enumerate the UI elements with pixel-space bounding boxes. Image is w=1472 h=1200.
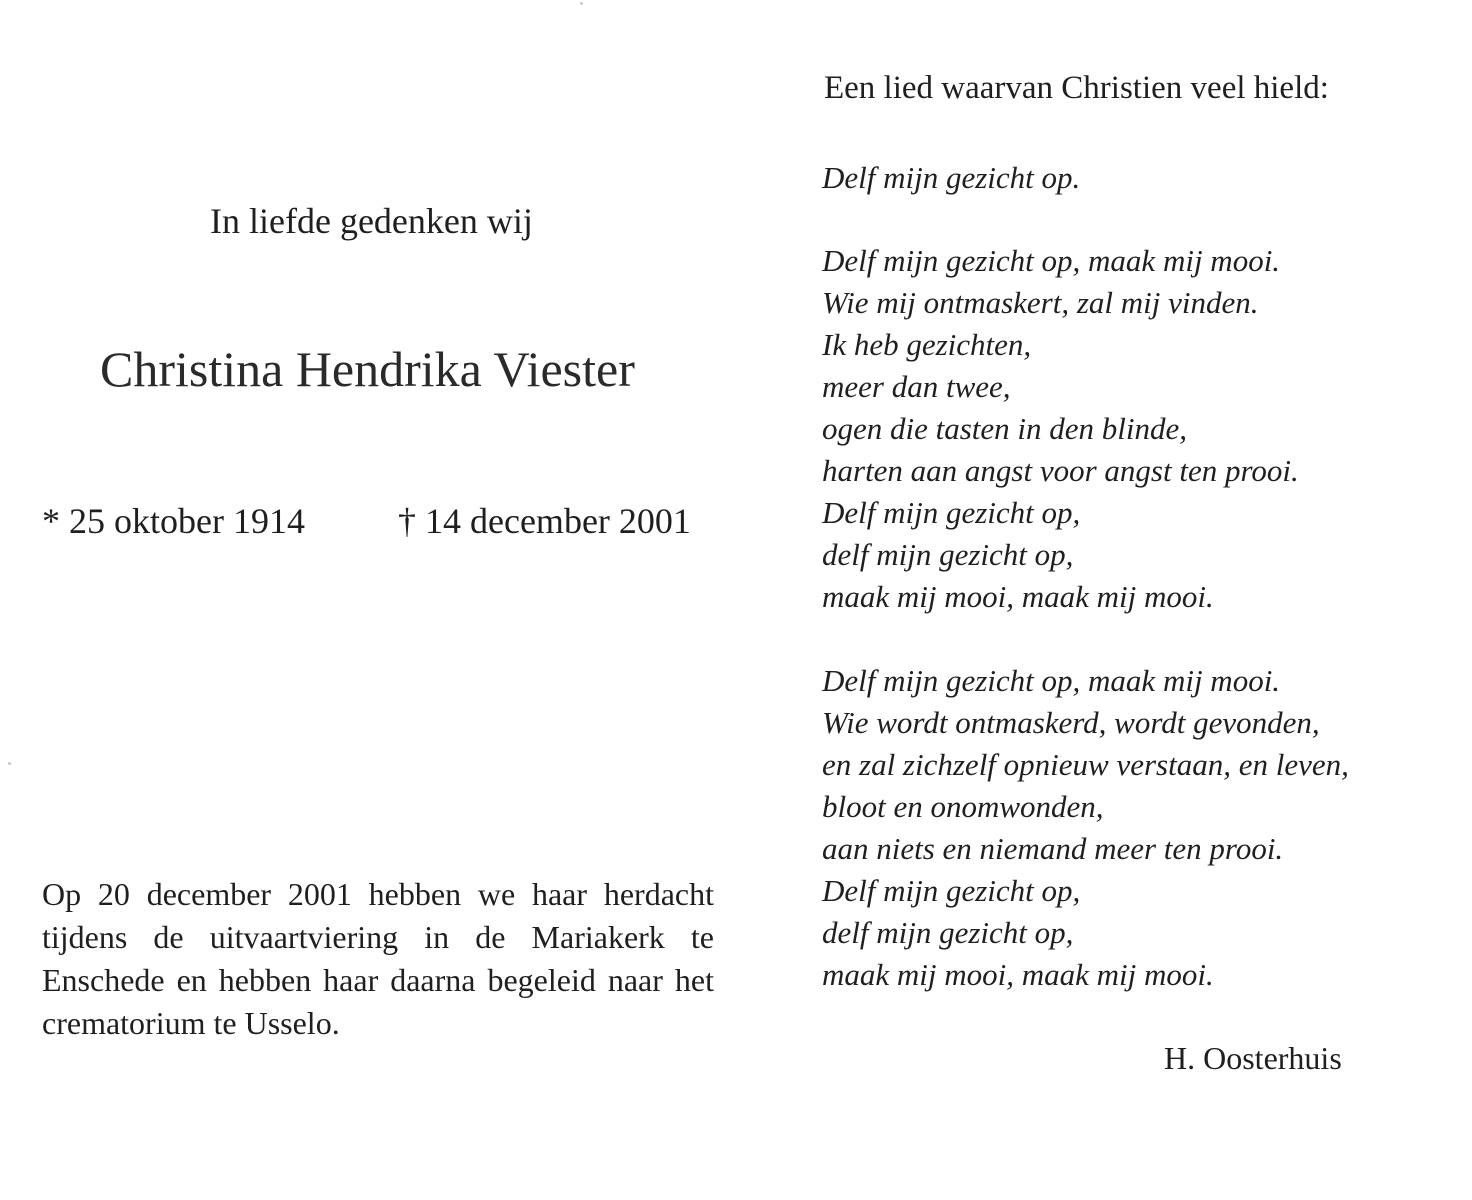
scan-speck bbox=[580, 2, 583, 5]
poem-line: ogen die tasten in den blinde, bbox=[822, 411, 1188, 446]
stanza-1 bbox=[822, 240, 1299, 618]
poem-line: Ik heb gezichten, bbox=[822, 327, 1032, 362]
paragraph-line: crematorium te Usselo. bbox=[42, 1005, 340, 1041]
poem-line: Delf mijn gezicht op, bbox=[822, 873, 1081, 908]
poem-line: delf mijn gezicht op, bbox=[822, 537, 1074, 572]
birth-date: * 25 oktober 1914 bbox=[42, 501, 305, 541]
funeral-paragraph bbox=[42, 873, 714, 1045]
poem-line: delf mijn gezicht op, bbox=[822, 915, 1074, 950]
poem-line: maak mij mooi, maak mij mooi. bbox=[822, 957, 1214, 992]
poem-line: Delf mijn gezicht op, maak mij mooi. bbox=[822, 663, 1281, 698]
song-heading: Een lied waarvan Christien veel hield: bbox=[824, 70, 1329, 106]
right-panel bbox=[760, 0, 1472, 1200]
poem-line: Wie mij ontmaskert, zal mij vinden. bbox=[822, 285, 1259, 320]
poem-line: Wie wordt ontmaskerd, wordt gevonden, bbox=[822, 705, 1320, 740]
paragraph-line: Enschede en hebben haar daarna begeleid naar het bbox=[42, 962, 714, 998]
intro-text: In liefde gedenken wij bbox=[210, 201, 533, 241]
deceased-name: Christina Hendrika Viester bbox=[100, 341, 635, 397]
poem-title-line: Delf mijn gezicht op. bbox=[822, 160, 1081, 195]
poem-line: harten aan angst voor angst ten prooi. bbox=[822, 453, 1299, 488]
poem-line: Delf mijn gezicht op, bbox=[822, 495, 1081, 530]
poem-author: H. Oosterhuis bbox=[1164, 1040, 1342, 1076]
scan-speck bbox=[8, 762, 11, 765]
poem-line: meer dan twee, bbox=[822, 369, 1011, 404]
paragraph-line: tijdens de uitvaartviering in de Mariakerk te bbox=[42, 919, 714, 955]
death-date: † 14 december 2001 bbox=[398, 501, 691, 541]
stanza-2 bbox=[822, 660, 1349, 996]
poem-line: bloot en onomwonden, bbox=[822, 789, 1104, 824]
paragraph-line: Op 20 december 2001 hebben we haar herdacht bbox=[42, 876, 714, 912]
poem-line: aan niets en niemand meer ten prooi. bbox=[822, 831, 1284, 866]
poem-line: en zal zichzelf opnieuw verstaan, en leven, bbox=[822, 747, 1349, 782]
poem-line: maak mij mooi, maak mij mooi. bbox=[822, 579, 1214, 614]
poem-title bbox=[822, 157, 1080, 199]
poem-line: Delf mijn gezicht op, maak mij mooi. bbox=[822, 243, 1281, 278]
